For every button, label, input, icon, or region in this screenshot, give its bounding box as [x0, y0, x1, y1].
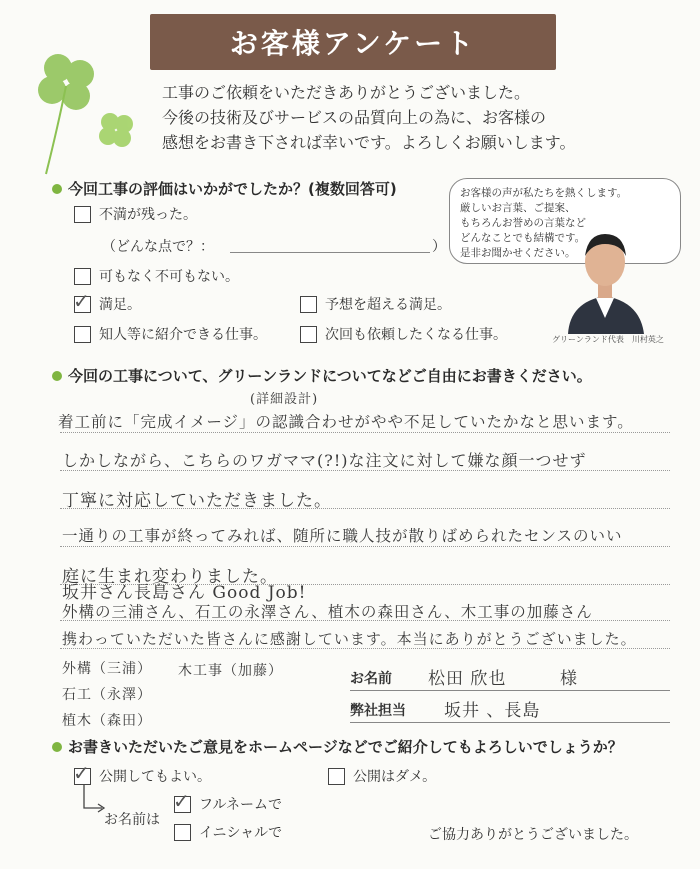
checkbox-checked[interactable]	[173, 788, 191, 813]
handwritten-line: 丁寧に対応していただきました。	[62, 491, 332, 511]
q1-option-beyond[interactable]: 予想を超える満足。	[300, 294, 451, 314]
bullet-icon	[52, 184, 62, 194]
handwritten-line: しかしながら、こちらのワガママ(?!)な注文に対して嫌な顔一つせず	[62, 451, 587, 470]
check-mark-icon: ✓	[173, 788, 190, 813]
thanks-text: ご協力ありがとうございました。	[428, 827, 638, 843]
ruled-line	[60, 546, 670, 547]
small-clover-icon	[94, 108, 140, 156]
name-underline	[350, 690, 670, 691]
craftsman-note: 外構（三浦）	[62, 661, 152, 677]
checkbox[interactable]	[300, 296, 317, 313]
speech-bubble: お客様の声が私たちを熱くします。 厳しいお言葉、ご提案、 もちろんお誉めの言葉など どんなことでも結構です。 是非お聞かせください。	[449, 178, 681, 264]
handwritten-line: 携わっていただいた皆さんに感謝しています。本当にありがとうございました。	[62, 630, 637, 648]
craftsman-note: 石工（永澤）	[62, 687, 152, 703]
honorific: 様	[560, 669, 578, 689]
check-mark-icon: ✓	[73, 288, 90, 313]
intro-text: 工事のご依頼をいただきありがとうございました。 今後の技術及びサービスの品質向上の為に、お客様の 感想をお書き下されば幸いです。よろしくお願いします。	[162, 83, 576, 152]
checkbox[interactable]	[328, 768, 345, 785]
q1-option-repeat[interactable]: 次回も依頼したくなる仕事。	[300, 324, 507, 344]
checkbox-checked[interactable]	[73, 288, 91, 313]
checkbox[interactable]	[174, 824, 191, 841]
fullname-option[interactable]: ✓ フルネームで	[173, 788, 283, 813]
name-format-label: お名前は	[104, 812, 160, 828]
president-photo	[560, 222, 650, 334]
page-title: お客様アンケート	[150, 14, 556, 70]
craftsman-note: 植木（森田）	[62, 713, 152, 729]
customer-name-value: 松田 欣也	[428, 669, 507, 689]
bullet-icon	[52, 371, 62, 381]
q1-option-dissatisfied[interactable]: 不満が残った。	[74, 204, 197, 224]
checkbox[interactable]	[74, 206, 91, 223]
q1-option-neutral[interactable]: 可もなく不可もない。	[74, 266, 239, 286]
checkbox[interactable]	[74, 268, 91, 285]
staff-value: 坂井 、長島	[444, 701, 541, 721]
publish-ok-option[interactable]: ✓ 公開してもよい。	[73, 760, 211, 785]
craftsman-note: 木工事（加藤）	[178, 663, 283, 679]
handwritten-line: 外構の三浦さん、石工の永澤さん、植木の森田さん、木工事の加藤さん	[62, 603, 593, 621]
checkbox[interactable]	[74, 326, 91, 343]
ruled-line	[60, 432, 670, 433]
president-label: グリーンランド代表 川村英之	[552, 335, 664, 344]
staff-underline	[350, 722, 670, 723]
q1-detail-close: ）	[432, 239, 446, 255]
q2-question: 今回の工事について、グリーンランドについてなどご自由にお書きください。	[52, 365, 592, 386]
handwritten-line: 庭に生まれ変わりました。	[62, 567, 278, 587]
q3-question: お書きいただいたご意見をホームページなどでご紹介してもよろしいでしょうか？	[52, 736, 623, 757]
branch-arrow-icon	[80, 784, 106, 816]
handwritten-line: 一通りの工事が終ってみれば、随所に職人技が散りばめられたセンスのいい	[62, 527, 623, 545]
customer-name-label: お名前	[350, 671, 392, 687]
publish-ng-option[interactable]: 公開はダメ。	[328, 766, 436, 786]
q1-option-satisfied[interactable]: ✓ 満足。	[73, 288, 141, 313]
q1-detail-field[interactable]: （どんな点で？：	[102, 239, 214, 255]
q1-question: 今回工事の評価はいかがでしたか？(複数回答可)	[52, 178, 397, 199]
checkbox-checked[interactable]	[73, 760, 91, 785]
check-mark-icon: ✓	[73, 760, 90, 785]
bullet-icon	[52, 742, 62, 752]
handwritten-line: 坂井さん長島さん Good Job!	[62, 583, 307, 603]
staff-label: 弊社担当	[350, 703, 406, 719]
handwritten-line: 着工前に「完成イメージ」の認識合わせがやや不足していたかなと思います。	[58, 413, 634, 431]
q1-detail-line	[230, 252, 430, 253]
q1-option-recommend[interactable]: 知人等に紹介できる仕事。	[74, 324, 267, 344]
initial-option[interactable]: イニシャルで	[174, 822, 282, 842]
checkbox[interactable]	[300, 326, 317, 343]
handwritten-annotation: (詳細設計)	[250, 392, 319, 407]
